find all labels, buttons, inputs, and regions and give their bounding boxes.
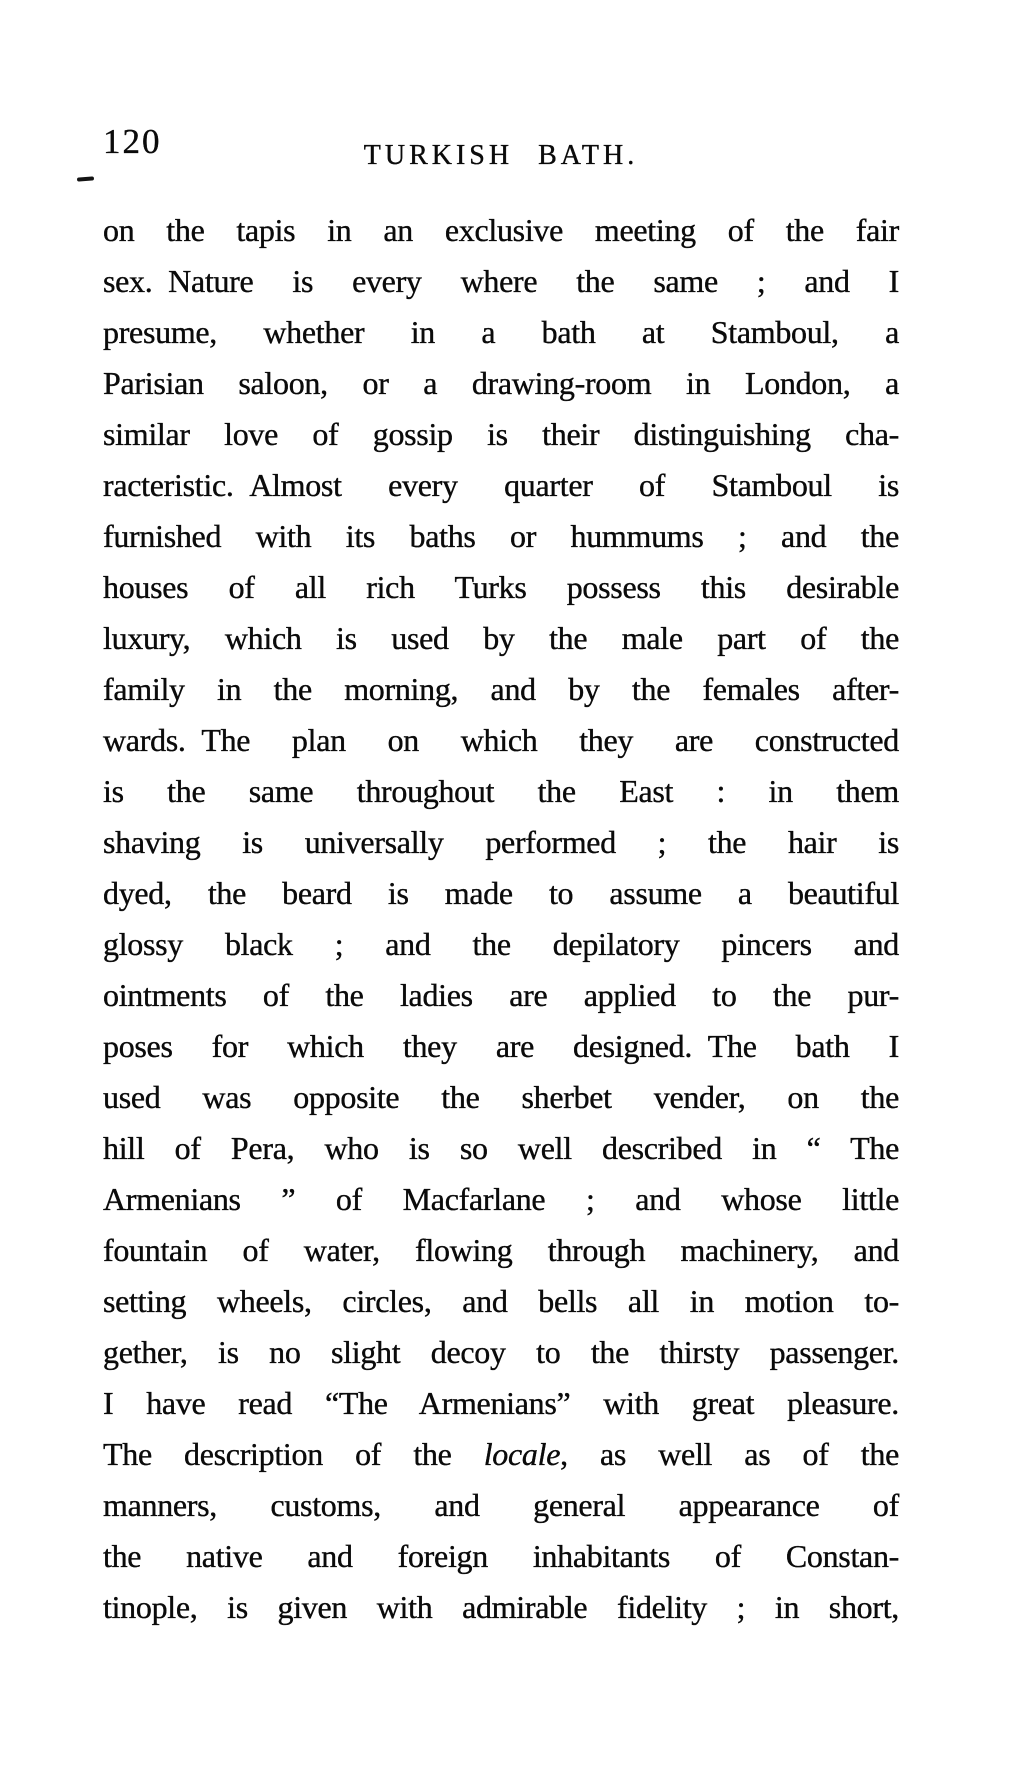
text-line: luxury, which is used by the male part of the [103,620,899,656]
text-line: on the tapis in an exclusive meeting of the fair [103,212,899,248]
text-line: Parisian saloon, or a drawing-room in London, a [103,365,899,401]
ink-mark-artifact [77,176,94,181]
text-line: racteristic. Almost every quarter of Stamboul is [103,467,899,503]
text-line: is the same throughout the East : in them [103,773,899,809]
text-line: similar love of gossip is their distinguishing cha- [103,416,899,452]
text-line: I have read “The Armenians” with great pleasure. [103,1385,899,1421]
text-line: the native and foreign inhabitants of Constan- [103,1538,899,1574]
text-line: ointments of the ladies are applied to the pur- [103,977,899,1013]
text-line: dyed, the beard is made to assume a beautiful [103,875,899,911]
text-line: presume, whether in a bath at Stamboul, a [103,314,899,350]
text-line: The description of the locale, as well as of the [103,1436,899,1472]
text-line: tinople, is given with admirable fidelity ; in short, [103,1589,899,1625]
text-line: houses of all rich Turks possess this desirable [103,569,899,605]
text-line: family in the morning, and by the females after- [103,671,899,707]
text-line: hill of Pera, who is so well described in “ The [103,1130,899,1166]
text-line: Armenians ” of Macfarlane ; and whose little [103,1181,899,1217]
body-text [103,205,899,1633]
text-line: sex. Nature is every where the same ; and I [103,263,899,299]
text-line: manners, customs, and general appearance of [103,1487,899,1523]
text-line: glossy black ; and the depilatory pincers and [103,926,899,962]
running-title: TURKISH BATH. [363,140,639,171]
text-line: fountain of water, flowing through machinery, and [103,1232,899,1268]
text-line: gether, is no slight decoy to the thirsty passenger. [103,1334,899,1370]
text-line: setting wheels, circles, and bells all in motion to- [103,1283,899,1319]
text-line: shaving is universally performed ; the hair is [103,824,899,860]
text-line: furnished with its baths or hummums ; and the [103,518,899,554]
text-line: used was opposite the sherbet vender, on the [103,1079,899,1115]
text-line: wards. The plan on which they are constructed [103,722,899,758]
page-number: 120 [103,122,162,161]
text-line: poses for which they are designed. The bath I [103,1028,899,1064]
